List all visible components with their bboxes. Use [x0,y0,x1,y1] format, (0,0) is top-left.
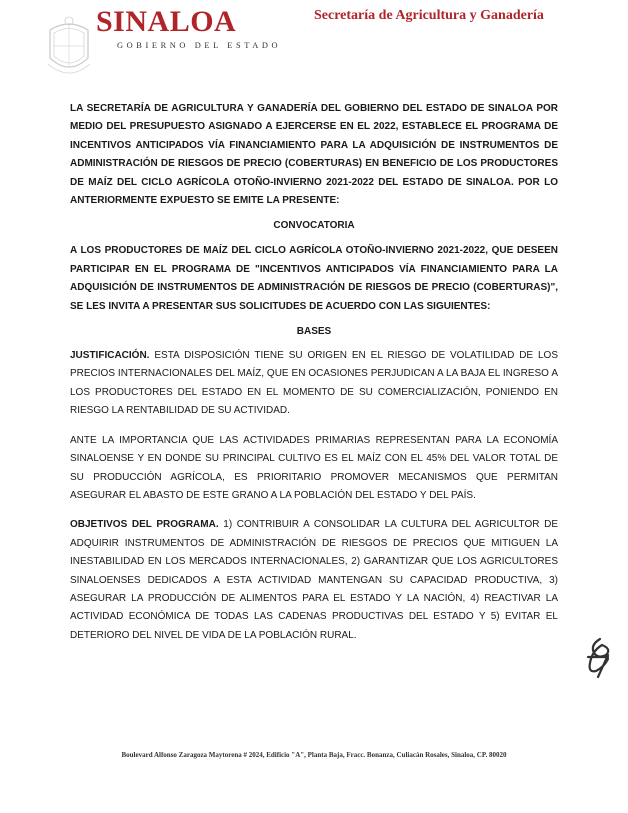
justificacion-text: ESTA DISPOSICIÓN TIENE SU ORIGEN EN EL RIESGO DE VOLATILIDAD DE LOS PRECIOS INTERNACIONALES DEL MAÍZ, QUE EN OCASIONES PERJUDICAN A LA BAJA EL INGRESO A LOS PRODUCTORES DEL ESTADO EN EL MOMENTO DE SU COMERCIALIZACIÓN, PONIENDO EN RIESGO LA RENTABILIDAD DE SU ACTIVIDAD. [70,350,558,417]
letterhead [0,0,628,70]
objetivos-paragraph [70,516,558,645]
footer-address: Boulevard Alfonso Zaragoza Maytorena # 2024, Edificio "A", Planta Baja, Fracc. Bonanza, Culiacán Rosales, Sinaloa, CP. 80020 [121,751,507,759]
bases-title: BASES [296,326,332,338]
objetivos-text: 1) CONTRIBUIR A CONSOLIDAR LA CULTURA DEL AGRICULTOR DE ADQUIRIR INSTRUMENTOS DE ADMINISTRACIÓN DE RIESGOS DE PRECIOS QUE MITIGUEN LA INESTABILIDAD EN LOS MERCADOS INTERNACIONALES, 2) GARANTIZAR QUE LOS AGRICULTORES SINALOENSES DEDICADOS A ESTA ACTIVIDAD MANTENGAN SU CAPACIDAD PRODUCTIVA, 3) ASEGURAR LA PRODUCCIÓN DE ALIMENTOS PARA EL ESTADO Y LA NACIÓN, 4) REACTIVAR LA ACTIVIDAD ECONÓMICA DE TODAS LAS CADENAS PRODUCTIVAS DEL ESTADO Y 5) EVITAR EL DETERIORO DEL NIVEL DE VIDA DE LA POBLACIÓN RURAL. [70,519,558,641]
convocatoria-title: CONVOCATORIA [273,220,355,232]
justificacion-label: JUSTIFICACIÓN. [70,350,150,362]
secretaria-name: Secretaría de Agricultura y Ganadería [314,8,544,23]
brand-subtitle: GOBIERNO DEL ESTADO [117,41,282,50]
signature-mark-icon [578,635,618,680]
intro-paragraph: LA SECRETARÍA DE AGRICULTURA Y GANADERÍA DEL GOBIERNO DEL ESTADO DE SINALOA POR MEDIO DEL PRESUPUESTO ASIGNADO A EJERCERSE EN EL 2022, ESTABLECE EL PROGRAMA DE INCENTIVOS ANTICIPADOS VÍA FINANCIAMIENTO PARA LA ADQUISICIÓN DE INSTRUMENTOS DE ADMINISTRACIÓN DE RIESGOS DE PRECIO (COBERTURAS) EN BENEFICIO DE LOS PRODUCTORES DE MAÍZ DEL CICLO AGRÍCOLA OTOÑO-INVIERNO 2021-2022 DEL ESTADO DE SINALOA. POR LO ANTERIORMENTE EXPUESTO SE EMITE LA PRESENTE: [70,103,558,207]
objetivos-label: OBJETIVOS DEL PROGRAMA. [70,519,219,531]
importancia-paragraph: ANTE LA IMPORTANCIA QUE LAS ACTIVIDADES PRIMARIAS REPRESENTAN PARA LA ECONOMÍA SINALOENSE Y EN DONDE SU PRINCIPAL CULTIVO ES EL MAÍZ CON EL 45% DEL VALOR TOTAL DE SU PRODUCCIÓN AGRÍCOLA, ES PRIORITARIO PROMOVER MECANISMOS QUE PERMITAN ASEGURAR EL ABASTO DE ESTE GRANO A LA POBLACIÓN DEL ESTADO Y DEL PAÍS. [70,434,558,501]
state-seal-icon [44,12,94,82]
brand-title: SINALOA [96,5,237,38]
justificacion-paragraph [70,347,558,421]
document-body [70,100,558,645]
convocatoria-paragraph: A LOS PRODUCTORES DE MAÍZ DEL CICLO AGRÍCOLA OTOÑO-INVIERNO 2021-2022, QUE DESEEN PARTICIPAR EN EL PROGRAMA DE "INCENTIVOS ANTICIPADOS VÍA FINANCIAMIENTO PARA LA ADQUISICIÓN DE INSTRUMENTOS DE ADMINISTRACIÓN DE RIESGOS DE PRECIO (COBERTURAS)", SE LES INVITA A PRESENTAR SUS SOLICITUDES DE ACUERDO CON LAS SIGUIENTES: [70,245,558,312]
